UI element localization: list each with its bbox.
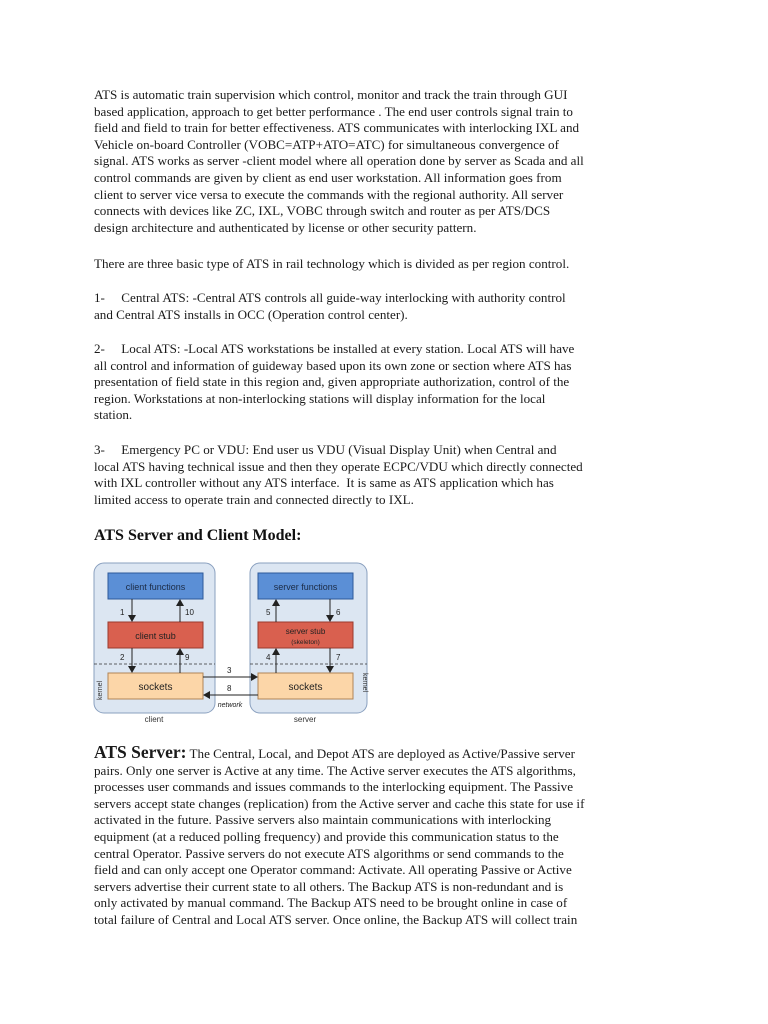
server-line: only activated by manual command. The Backup ATS need to be brought online in case of — [94, 895, 568, 911]
intro-line: client to server vice versa to execute the commands with the regional authority. All server — [94, 186, 564, 202]
intro-line: field and field to train for better effectiveness. ATS communicates with interlocking IXL and — [94, 120, 580, 136]
arrow-number: 7 — [336, 653, 341, 662]
types-intro-paragraph — [94, 256, 676, 273]
type-line: 1- Central ATS: -Central ATS controls all guide-way interlocking with authority control — [94, 290, 566, 305]
server-line: pairs. Only one server is Active at any time. The Active server executes the ATS algorithms, — [94, 762, 576, 778]
server-line: total failure of Central and Local ATS server. Once online, the Backup ATS will collect train — [94, 911, 578, 927]
server-line: processes user commands and issues commands to the interlocking equipment. The Passive — [94, 779, 574, 795]
server-line: field and can only accept one Operator command: Activate. All operating Passive or Active — [94, 862, 572, 878]
type-local-paragraph — [94, 341, 676, 424]
server-first-line — [94, 744, 676, 763]
server-heading: ATS Server: — [94, 742, 187, 762]
arrow-number: 10 — [185, 608, 194, 617]
intro-line: signal. ATS works as server -client model where all operation done by server as Scada and all — [94, 153, 584, 169]
server-line: servers advertise their current state to all others. The Backup ATS is non-redundant and is — [94, 878, 564, 894]
type-line: presentation of field state in this region and, given appropriate authorization, control of the — [94, 374, 570, 390]
model-heading: ATS Server and Client Model: — [94, 527, 302, 544]
arrow-number: 3 — [227, 666, 232, 675]
intro-line: based application, approach to get better performance . The end user controls signal train to — [94, 103, 573, 119]
server-sockets-label: sockets — [288, 682, 323, 693]
arrow-number: 9 — [185, 653, 190, 662]
server-line: central Operator. Passive servers do not execute ATS algorithms or send commands to the — [94, 845, 564, 861]
type-line: with IXL controller without any ATS interface. It is same as ATS application which has — [94, 475, 554, 491]
server-kernel-label: kernel — [361, 673, 368, 693]
server-functions-label: server functions — [273, 582, 338, 592]
arrow-number: 5 — [266, 608, 271, 617]
type-line: local ATS having technical issue and then they operate ECPC/VDU which directly connected — [94, 458, 583, 474]
server-line: activated in the future. Passive servers also maintain communications with interlocking — [94, 812, 552, 828]
type-line: all control and information of guideway based upon its own zone or section where ATS has — [94, 357, 572, 373]
server-stub-label: server stub — [285, 627, 326, 636]
client-stub-label: client stub — [135, 631, 176, 641]
client-server-diagram — [90, 560, 372, 730]
type-central-paragraph — [94, 290, 676, 323]
arrow-number: 1 — [120, 608, 125, 617]
types-intro-line: There are three basic type of ATS in rail technology which is divided as per region control. — [94, 256, 570, 271]
arrow-number: 2 — [120, 653, 125, 662]
server-paragraph — [94, 744, 676, 929]
intro-line: control commands are given by client as end user workstation. All information goes from — [94, 169, 562, 185]
type-line: 3- Emergency PC or VDU: End user us VDU (Visual Display Unit) when Central and — [94, 442, 557, 457]
client-kernel-label: kernel — [97, 680, 104, 700]
arrow-number: 4 — [266, 653, 271, 662]
client-sockets-label: sockets — [138, 682, 173, 693]
network-label: network — [217, 702, 243, 709]
type-line: limited access to operate train and connected directly to IXL. — [94, 491, 414, 507]
intro-paragraph — [94, 87, 676, 236]
intro-line: Vehicle on-board Controller (VOBC=ATP+ATO=ATC) for simultaneous convergence of — [94, 136, 559, 152]
type-line: 2- Local ATS: -Local ATS workstations be installed at every station. Local ATS will have — [94, 341, 575, 356]
type-line: and Central ATS installs in OCC (Operation control center). — [94, 306, 408, 322]
server-line: servers accept state changes (replication) from the Active server and cache this state for use if — [94, 795, 585, 811]
skeleton-label: (skeleton) — [291, 639, 320, 646]
server-line: equipment (at a reduced polling frequency) and provide this communication status to the — [94, 828, 559, 844]
intro-line: ATS is automatic train supervision which control, monitor and track the train through GUI — [94, 87, 568, 102]
type-line: station. — [94, 407, 133, 423]
client-label: client — [144, 715, 164, 724]
arrow-number: 6 — [336, 608, 341, 617]
intro-line: connects with devices like ZC, IXL, VOBC through switch and router as per ATS/DCS — [94, 203, 551, 219]
type-emergency-paragraph — [94, 442, 676, 508]
type-line: region. Workstations at non-interlocking stations will display information for the local — [94, 390, 546, 406]
client-functions-label: client functions — [125, 582, 186, 592]
arrow-number: 8 — [227, 684, 232, 693]
server-label: server — [293, 715, 317, 724]
server-first-line-text: The Central, Local, and Depot ATS are deployed as Active/Passive server — [186, 746, 575, 761]
intro-line: design architecture and authenticated by license or other security pattern. — [94, 219, 477, 235]
